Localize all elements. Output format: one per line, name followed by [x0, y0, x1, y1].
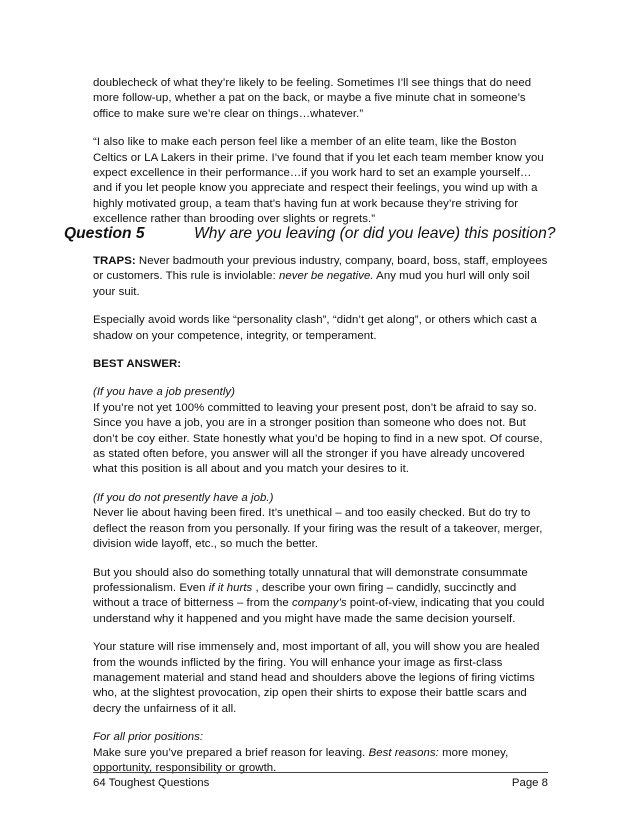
question-text: Why are you leaving (or did you leave) this position?	[194, 225, 556, 242]
traps-paragraph	[93, 254, 548, 300]
footer-page-number: Page 8	[511, 777, 548, 789]
traps-label: TRAPS:	[93, 255, 136, 267]
question-number: Question 5	[64, 225, 145, 242]
also-text-a: But you should also do something totally unnatural that will demonstrate consummate professionalism. Even	[93, 566, 528, 594]
intro-paragraph-2: “I also like to make each person feel like a member of an elite team, like the Boston Celtics or LA Lakers in their prime. I’ve found that if you let each team member know you expect excellence in their performance…if you work hard to set an example yourself…and if you let people know you appreciate and respect their feelings, you wind up with a highly motivated group, a team that’s having fun at work because they’re striving for excellence rather than brooding over slights or regrets.”	[93, 136, 544, 226]
prior-text-a: Make sure you’ve prepared a brief reason for leaving.	[93, 746, 369, 759]
case-nojob-paragraph	[93, 491, 548, 553]
intro-block	[93, 76, 548, 241]
especially-paragraph: Especially avoid words like “personality clash”, “didn’t get along”, or others which cast a shadow on your competence, integrity, or temperament.	[93, 314, 537, 342]
stature-paragraph: Your stature will rise immensely and, most important of all, you will show you are healed from the wounds inflicted by the firing. You will enhance your image as first-class management material and stand head and shoulders above the legions of firing victims who, at the slightest provocation, zip open their shirts to expose their battle scars and decry the unfairness of it all.	[93, 641, 540, 715]
prior-heading: For all prior positions:	[93, 731, 204, 744]
traps-text-b: Any mud you hurl will only soil your suit.	[93, 270, 530, 298]
case-job-paragraph	[93, 385, 548, 477]
best-answer-label: BEST ANSWER:	[93, 358, 182, 371]
also-text-c: , describe your own firing – candidly, succinctly and without a trace of bitterness – from the	[93, 581, 517, 610]
footer-divider	[93, 772, 548, 773]
prior-paragraph	[93, 730, 548, 776]
traps-emphasis: never be negative.	[278, 270, 374, 283]
answer-block	[93, 254, 548, 789]
also-emphasis-hurts: if it hurts	[208, 581, 253, 594]
question-heading	[64, 225, 564, 243]
case-job-heading: (If you have a job presently)	[93, 386, 236, 399]
prior-text-c: more money, opportunity, responsibility or growth.	[93, 746, 509, 774]
case-nojob-heading: (If you do not presently have a job.)	[93, 491, 274, 504]
footer-title: 64 Toughest Questions	[93, 777, 210, 789]
also-emphasis-company: company’s	[291, 597, 347, 610]
also-paragraph	[93, 566, 548, 628]
traps-text-a: Never badmouth your previous industry, company, board, boss, staff, employees or customers. This rule is inviolable:	[93, 255, 548, 283]
case-job-text: If you’re not yet 100% committed to leaving your present post, don’t be afraid to say so. Since you have a job, you are in a stronger position than someone who does not. But don’t be coy either. State honestly what you’d be hoping to find in a new spot. Of course, as stated often before, you answer will all the stronger if you have already uncovered what this position is all about and you match your desires to it.	[93, 401, 543, 476]
also-text-e: point-of-view, indicating that you could understand why it happened and you might have made the same decision yourself.	[93, 597, 545, 625]
prior-best-reasons: Best reasons:	[368, 746, 439, 759]
intro-paragraph-1: doublecheck of what they’re likely to be feeling. Sometimes I’ll see things that do need more follow-up, whether a pat on the back, or maybe a five minute chat in someone’s office to make sure we’re clear on things…whatever.”	[93, 77, 532, 120]
case-nojob-text: Never lie about having been fired. It’s unethical – and too easily checked. But do try to deflect the reason from you personally. If your firing was the result of a takeover, merger, division wide layoff, etc., so much the better.	[93, 507, 543, 551]
